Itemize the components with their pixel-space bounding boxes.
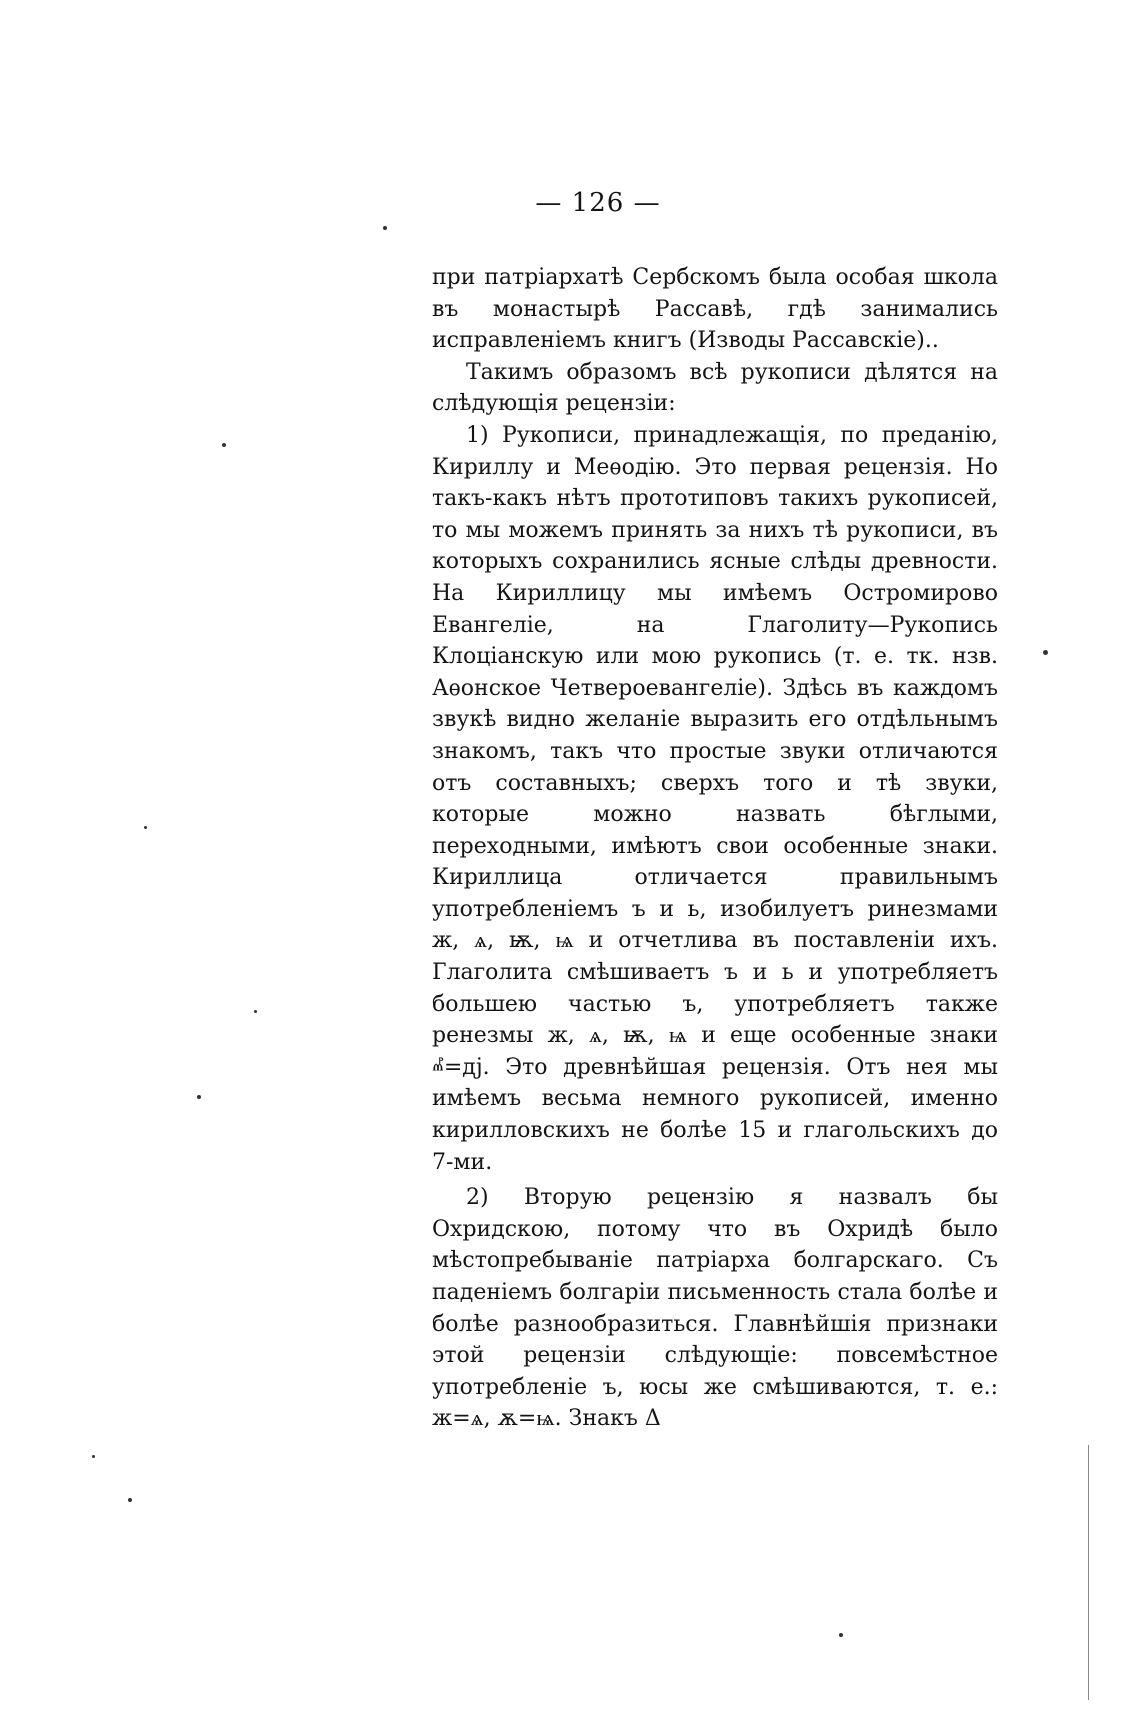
- paragraph: Такимъ образомъ всѣ рукописи дѣлятся на слѣдующія рецензіи:: [432, 359, 998, 417]
- scan-speck: [839, 1633, 843, 1637]
- scan-speck: [197, 1095, 201, 1099]
- scan-speck: [383, 226, 387, 230]
- paragraph: 2) Вторую рецензію я назвалъ бы Охридскою, потому что въ Охридѣ было мѣстопребываніе патріарха болгарскаго. Съ паденіемъ болгаріи письменность стала болѣе и болѣе разнообразиться. Главнѣйшія признаки этой рецензіи слѣдующіе: повсемѣстное употребленіе ъ, юсы же смѣшиваются, т. е.: ж=ѧ, ѫ=ѩ. Знакъ Δ: [432, 1185, 998, 1432]
- scan-speck: [92, 1455, 95, 1458]
- scan-speck: [1043, 650, 1048, 655]
- scan-edge-line: [1088, 1445, 1089, 1700]
- paragraph: при патріархатѣ Сербскомъ была особая школа въ монастырѣ Рассавѣ, гдѣ занимались исправленіемъ книгъ (Изводы Рассавскіе)..: [432, 265, 998, 354]
- scan-speck: [128, 1498, 132, 1502]
- text-column: [432, 262, 998, 1435]
- scan-speck: [144, 826, 147, 829]
- scan-speck: [222, 443, 226, 447]
- paragraph: 1) Рукописи, принадлежащія, по преданію, Кириллу и Меѳодію. Это первая рецензія. Но такъ-какъ нѣтъ прототиповъ такихъ рукописей, то мы можемъ принять за нихъ тѣ рукописи, въ которыхъ сохранились ясные слѣды древности. На Кириллицу мы имѣемъ Остромирово Евангеліе, на Глаголиту—Рукопись Клоціанскую или мою рукопись (т. е. тк. нзв. Аѳонское Четвероевангеліе). Здѣсь въ каждомъ звукѣ видно желаніе выразить его отдѣльнымъ знакомъ, такъ что простые звуки отличаются отъ составныхъ; сверхъ того и тѣ звуки, которые можно назвать бѣглыми, переходными, имѣютъ свои особенные знаки. Кириллица отличается правильнымъ употребленіемъ ъ и ь, изобилуетъ ринезмами ж, ѧ, ѭ, ѩ и отчетлива въ поставленіи ихъ. Глаголита смѣшиваетъ ъ и ь и употребляетъ большею частью ъ, употребляетъ также ренезмы ж, ѧ, ѭ, ѩ и еще особенные знаки ⰼ=дј. Это древнѣйшая рецензія. Отъ нея мы имѣемъ весьма немного рукописей, именно кирилловскихъ не болѣе 15 и глагольскихъ до 7-ми.: [432, 422, 998, 1175]
- page-number: — 126 —: [535, 188, 661, 218]
- scan-speck: [254, 1010, 257, 1013]
